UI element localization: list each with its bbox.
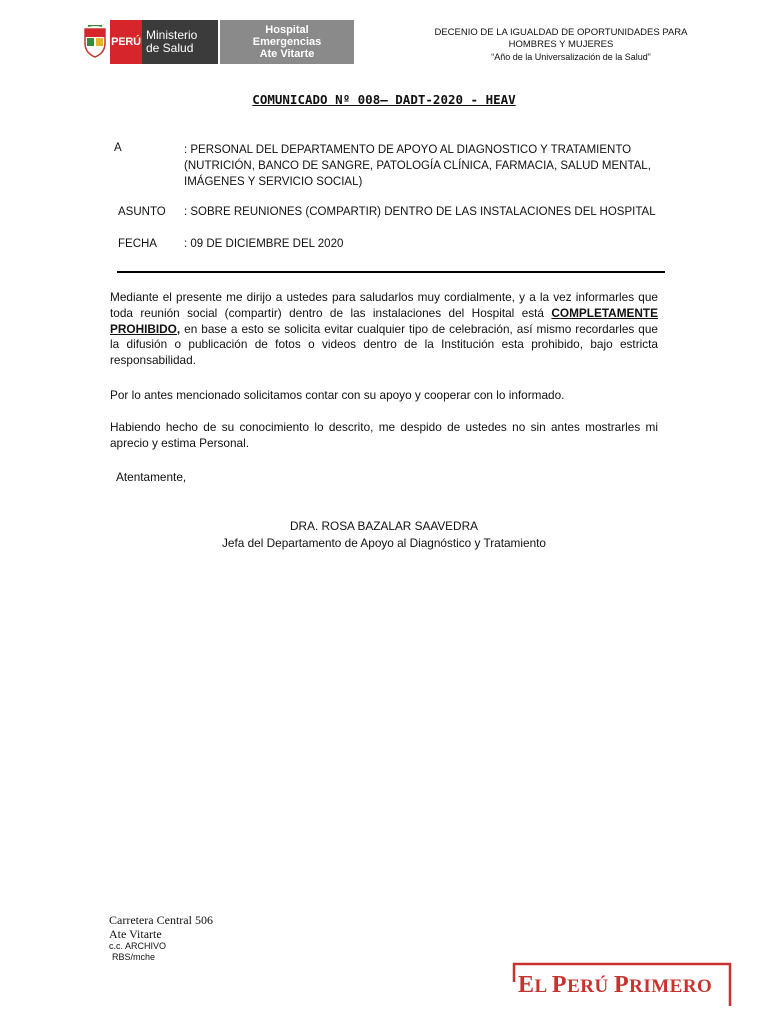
to-value-line3: IMÁGENES Y SERVICIO SOCIAL): [184, 176, 363, 188]
address-line2: Ate Vitarte: [109, 927, 162, 941]
year-motto: “Año de la Universalización de la Salud”: [491, 52, 651, 62]
brand-part-2: L: [534, 976, 552, 997]
reference-initials: RBS/mche: [112, 952, 156, 962]
brand-part-6: RIMERO: [629, 976, 713, 997]
to-label: A: [114, 142, 122, 154]
date-label: FECHA: [118, 238, 157, 250]
decenio-line1: DECENIO DE LA IGUALDAD DE OPORTUNIDADES PARA: [434, 27, 688, 38]
brand-part-3: P: [551, 972, 568, 998]
brand-part-1: E: [518, 972, 535, 998]
peru-label: PERÚ: [110, 20, 142, 64]
subject-value: : SOBRE REUNIONES (COMPARTIR) DENTRO DE LAS INSTALACIONES DEL HOSPITAL: [184, 206, 656, 218]
brand-part-4: ERÚ: [567, 976, 614, 997]
to-value-line1: : PERSONAL DEL DEPARTAMENTO DE APOYO AL DIAGNOSTICO Y TRATAMIENTO: [184, 144, 632, 156]
signature-block: [0, 518, 768, 552]
paragraph-1-text-end: en base a esto se solicita evitar cualquier tipo de celebración, así mismo recordarles que la difusión o publicación de fotos o videos dentro de la Institución esta prohibido, bajo estricta responsabilidad.: [110, 321, 658, 368]
paragraph-1-text-start: Mediante el presente me dirijo a ustedes para saludarlos muy cordialmente, y a la vez informarles que toda reunión social (compartir) dentro de las instalaciones del Hospital está: [110, 290, 658, 320]
hospital-label: [220, 20, 354, 64]
document-title-text: COMUNICADO Nº 008– DADT-2020 - HEAV: [252, 92, 516, 107]
footer-address: [109, 913, 213, 963]
body-paragraph-1: [110, 290, 658, 369]
institution-logo: [80, 20, 354, 64]
subject-label: ASUNTO: [118, 206, 166, 218]
ministry-label-line2: de Salud: [146, 41, 194, 55]
signer-name: DRA. ROSA BAZALAR SAAVEDRA: [290, 519, 478, 533]
date-value: : 09 DE DICIEMBRE DEL 2020: [184, 238, 344, 250]
to-value-line2: (NUTRICIÓN, BANCO DE SANGRE, PATOLOGÍA CLÍNICA, FARMACIA, SALUD MENTAL,: [184, 160, 651, 172]
brand-slogan: [518, 972, 712, 999]
address-line1: Carretera Central 506: [109, 913, 213, 927]
coat-of-arms-icon: [80, 20, 110, 64]
hospital-label-line3: Ate Vitarte: [259, 48, 315, 60]
copy-note: c.c. ARCHIVO: [109, 941, 167, 951]
brand-part-5: P: [613, 972, 630, 998]
to-value: [184, 142, 674, 190]
document-title: [0, 92, 768, 107]
prohibited-emphasis: COMPLETAMENTE PROHIBIDO,: [110, 305, 658, 336]
body-paragraph-2: Por lo antes mencionado solicitamos contar con su apoyo y cooperar con lo informado.: [110, 388, 565, 402]
decenio-line2: HOMBRES Y MUJERES: [508, 39, 614, 50]
signer-title: Jefa del Departamento de Apoyo al Diagnóstico y Tratamiento: [222, 536, 546, 550]
body-paragraph-3: Habiendo hecho de su conocimiento lo descrito, me despido de ustedes no sin antes mostrarles mi aprecio y estima Personal.: [110, 420, 658, 450]
header-divider: [117, 271, 665, 273]
decenio-header: [426, 27, 696, 63]
ministry-label: [142, 20, 218, 64]
hospital-label-line1: Hospital: [265, 24, 309, 36]
ministry-label-line1: Ministerio: [146, 28, 198, 42]
closing-salutation: Atentamente,: [116, 470, 187, 484]
hospital-label-line2: Emergencias: [252, 36, 322, 48]
